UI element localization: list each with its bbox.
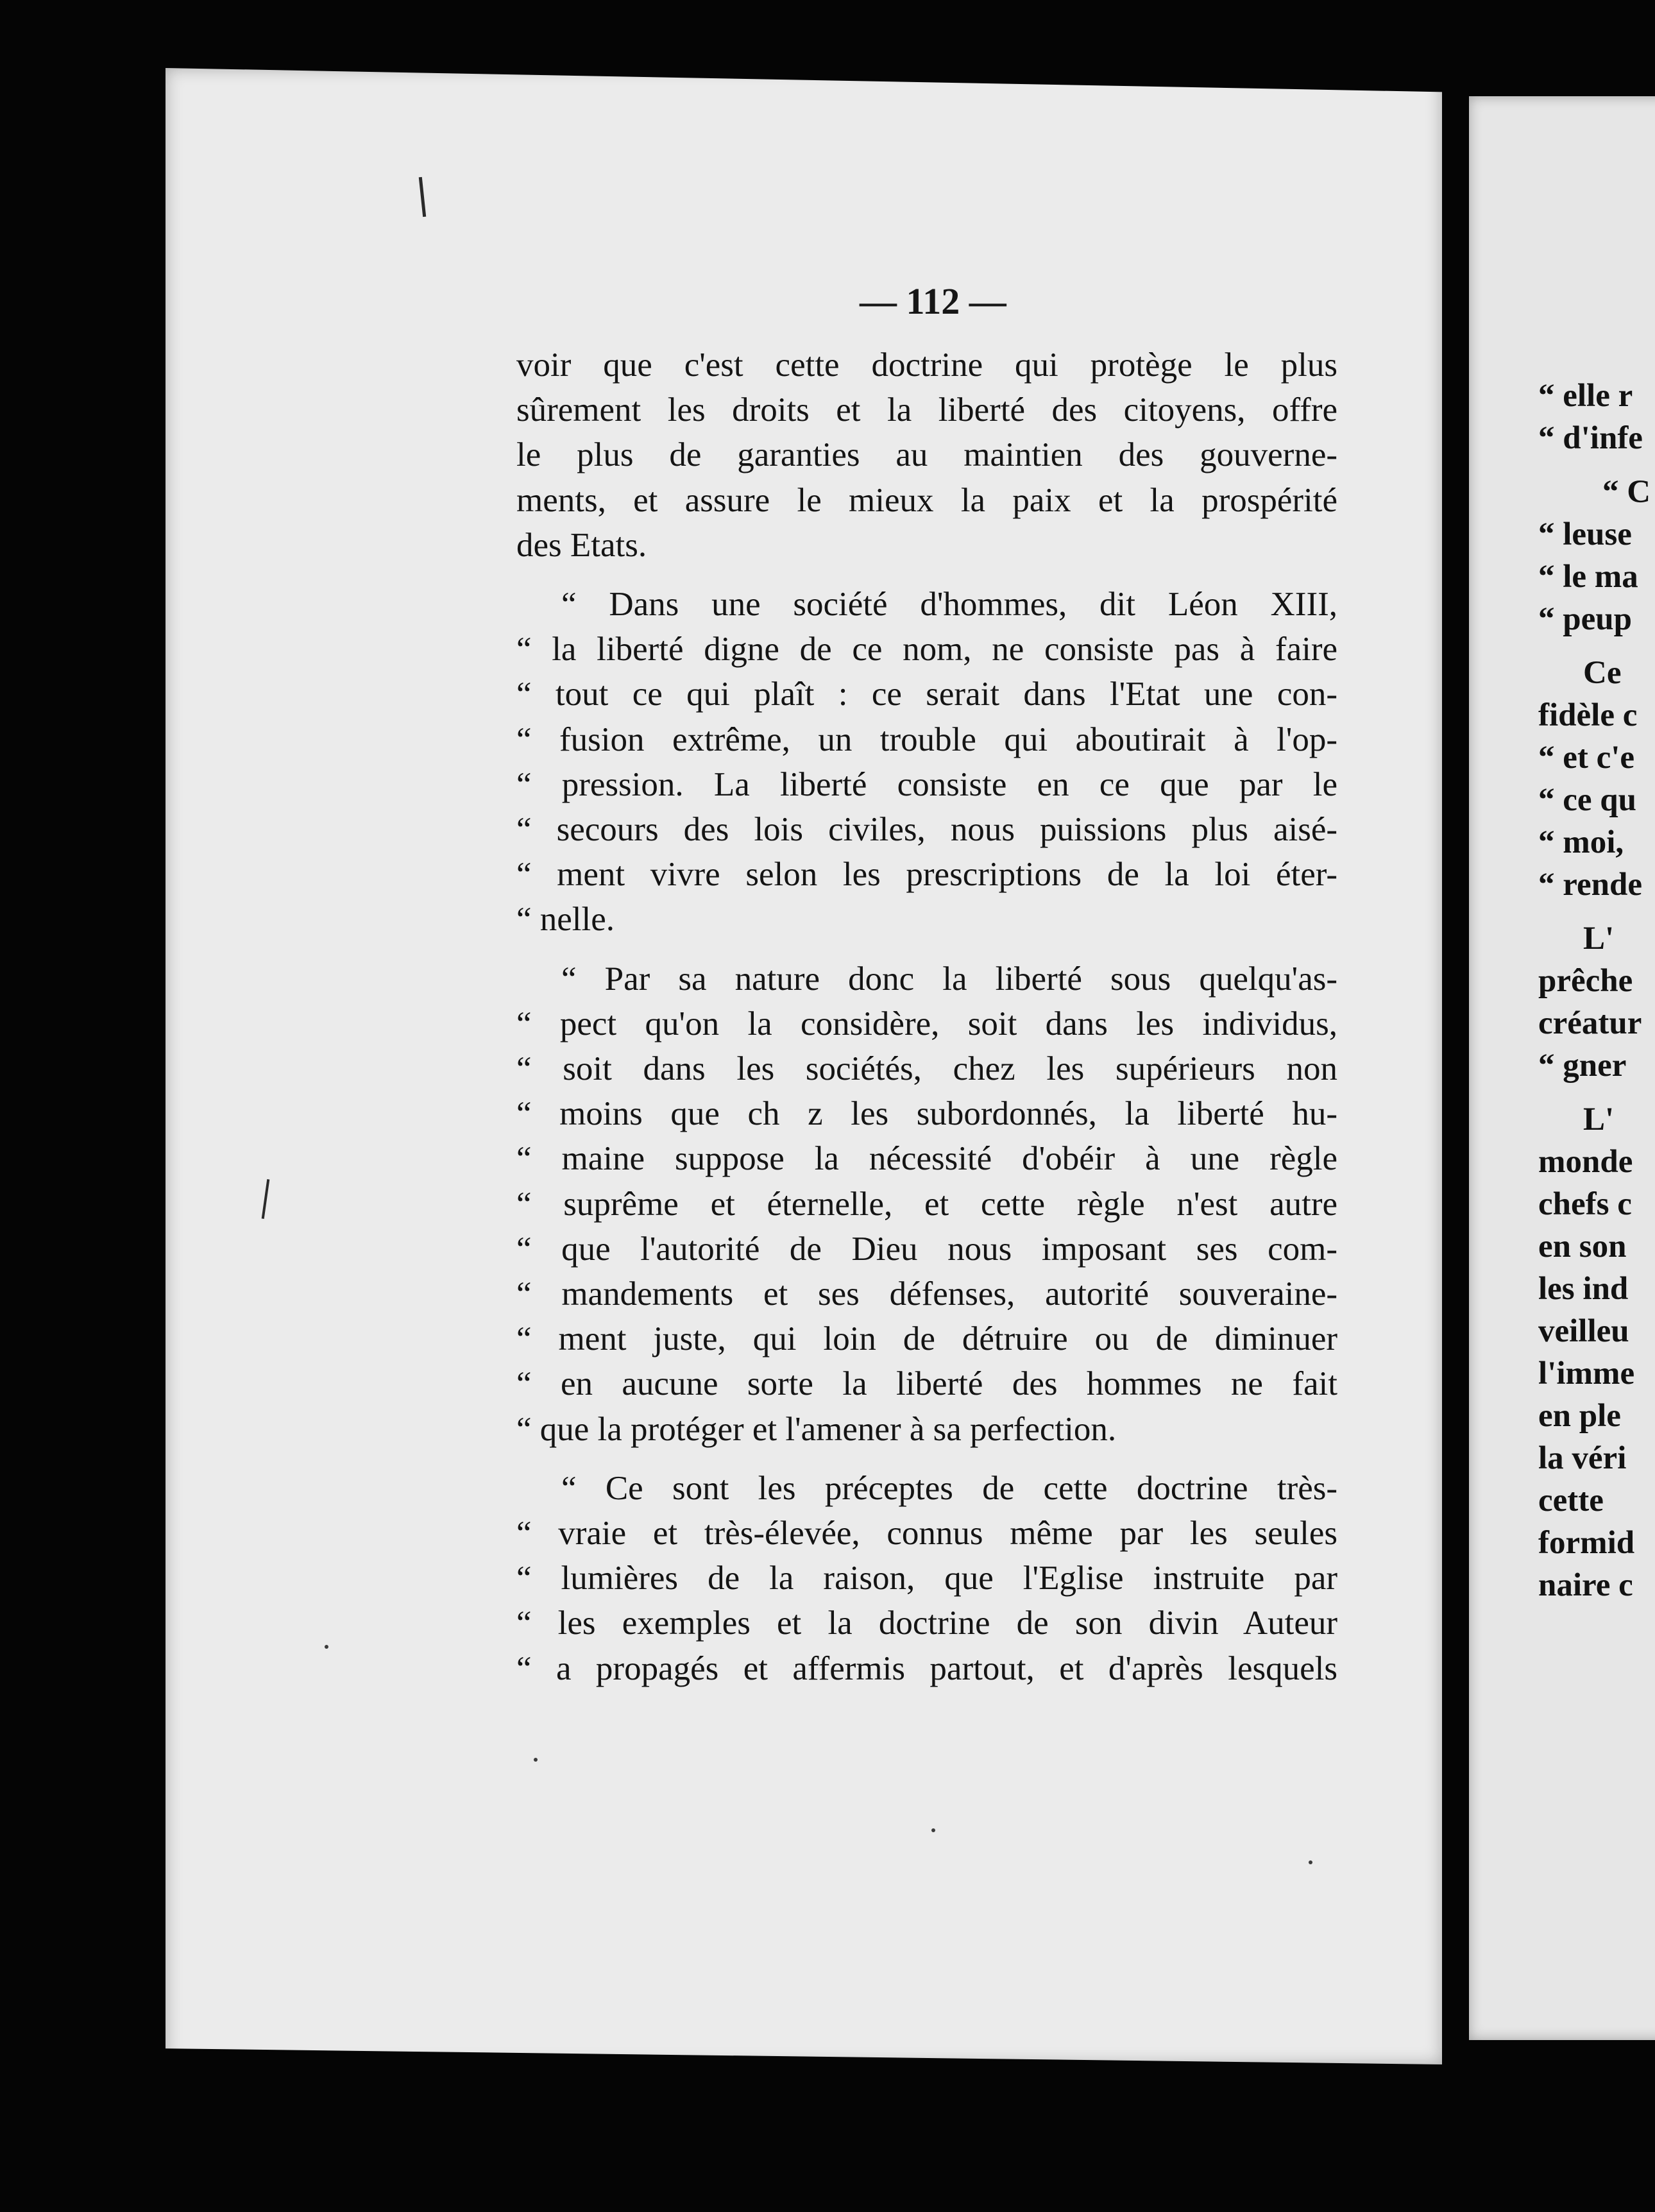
text-line: voir que c'est cette doctrine qui protège le plus [516,346,1337,384]
facing-line: les ind [1538,1271,1629,1307]
facing-line: “ d'infe [1538,420,1643,456]
ink-speck [931,1828,935,1832]
facing-line: naire c [1538,1567,1633,1603]
main-text [516,343,1337,1691]
facing-line: créatur [1538,1005,1642,1041]
facing-line: “ peup [1538,601,1632,637]
facing-line: L' [1583,921,1615,957]
text-line: “ soit dans les sociétés, chez les supérieurs non [516,1050,1337,1088]
text-line: “ secours des lois civiles, nous puissions plus aisé- [516,811,1337,849]
facing-line: prêche [1538,963,1633,999]
facing-line: Ce [1583,655,1622,691]
text-line: des Etats. [516,526,647,564]
text-line: “ fusion extrême, un trouble qui aboutirait à l'op- [516,720,1337,758]
text-line: “ que la protéger et l'amener à sa perfection. [516,1410,1117,1448]
text-line: “ Ce sont les préceptes de cette doctrine très- [561,1469,1337,1507]
ink-speck [534,1758,538,1762]
text-line: le plus de garanties au maintien des gouverne- [516,436,1337,474]
text-line: “ maine suppose la nécessité d'obéir à une règle [516,1140,1337,1178]
text-line: “ les exemples et la doctrine de son divin Auteur [516,1604,1337,1642]
text-line: ments, et assure le mieux la paix et la prospérité [516,481,1337,519]
facing-line: l'imme [1538,1356,1635,1391]
ink-speck [1309,1860,1312,1864]
facing-line: “ C [1602,474,1651,510]
text-line: “ pect qu'on la considère, soit dans les individus, [516,1005,1337,1042]
facing-line: “ moi, [1538,824,1624,860]
text-line: “ pression. La liberté consiste en ce que par le [516,765,1337,803]
text-line: “ a propagés et affermis partout, et d'après lesquels [516,1649,1337,1687]
text-line: “ moins que ch z les subordonnés, la liberté hu- [516,1095,1337,1133]
facing-line: “ et c'e [1538,740,1635,776]
facing-line: formid [1538,1525,1635,1561]
facing-line: “ gner [1538,1048,1627,1084]
text-line: “ Dans une société d'hommes, dit Léon XIII, [561,586,1337,624]
facing-line: “ le ma [1538,559,1638,595]
ink-speck [325,1645,328,1649]
text-line: “ ment vivre selon les prescriptions de la loi éter- [516,856,1337,894]
facing-page-text [1538,375,1655,1606]
text-line: “ ment juste, qui loin de détruire ou de diminuer [516,1320,1337,1358]
text-line: “ la liberté digne de ce nom, ne consiste pas à faire [516,631,1337,668]
facing-line: fidèle c [1538,697,1638,733]
facing-line: en son [1538,1229,1627,1264]
facing-line: “ ce qu [1538,782,1636,818]
text-line: “ en aucune sorte la liberté des hommes ne fait [516,1365,1337,1403]
text-line: “ mandements et ses défenses, autorité souveraine- [516,1275,1337,1313]
text-line: “ nelle. [516,901,615,939]
facing-line: veilleu [1538,1313,1629,1349]
facing-line: en ple [1538,1398,1621,1434]
facing-line: “ leuse [1538,516,1632,552]
page-number: — 112 — [860,280,1006,322]
text-line: “ que l'autorité de Dieu nous imposant ses com- [516,1230,1337,1268]
facing-line: “ rende [1538,867,1642,903]
facing-line: “ elle r [1538,378,1633,414]
text-line: sûrement les droits et la liberté des citoyens, offre [516,391,1337,429]
text-line: “ vraie et très-élevée, connus même par les seules [516,1515,1337,1553]
text-line: “ suprême et éternelle, et cette règle n'est autre [516,1185,1337,1223]
text-line: “ lumières de la raison, que l'Eglise instruite par [516,1560,1337,1597]
facing-line: cette [1538,1483,1604,1519]
facing-line: la véri [1538,1440,1627,1476]
facing-line: L' [1583,1102,1615,1137]
text-line: “ tout ce qui plaît : ce serait dans l'Etat une con- [516,676,1337,713]
text-line: “ Par sa nature donc la liberté sous quelqu'as- [561,960,1337,998]
facing-line: monde [1538,1144,1633,1180]
facing-line: chefs c [1538,1186,1632,1222]
